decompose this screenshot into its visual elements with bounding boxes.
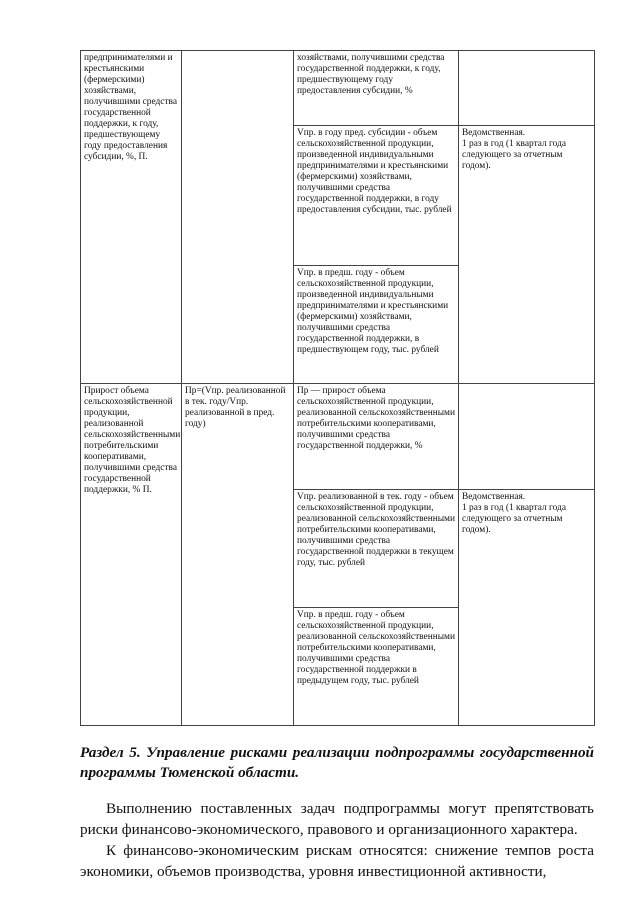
formula-cell	[182, 51, 294, 384]
source-cell	[459, 384, 595, 490]
variable-cell	[294, 384, 459, 490]
source-cell	[459, 126, 595, 384]
variable-cell	[294, 266, 459, 384]
variable-text: Vпр. в году пред. субсидии - объем сельскохозяйственной продукции, произведенной индивидуальными предпринимателями и крестьянскими (фермерскими) хозяйствами, получившими средства государственной поддержки, в году предоставления субсидии, тыс. рублей	[297, 128, 452, 215]
formula-text: Пр=(Vпр. реализованной в тек. году/Vпр. реализованной в пред. году)	[185, 386, 286, 429]
formula-cell	[182, 384, 294, 726]
table-row	[81, 384, 595, 490]
indicators-table	[80, 50, 595, 726]
section-heading	[80, 743, 594, 783]
paragraph	[80, 840, 594, 882]
variable-text: хозяйствами, получившими средства государственной поддержки, к году, предшествующему году предоставления субсидии, %	[297, 53, 445, 96]
source-cell	[459, 490, 595, 726]
variable-cell	[294, 608, 459, 726]
variable-text: Vпр. реализованной в тек. году - объем сельскохозяйственной продукции, реализованной сельскохозяйственными потребительскими кооперативами, получившими средства государственной поддержки в текущем году, тыс. рублей	[297, 492, 455, 568]
source-cell	[459, 51, 595, 126]
indicator-text: предпринимателями и крестьянскими (фермерскими) хозяйствами, получившими средства государственной поддержки, к году, предшествующему году предоставления субсидии, %, П.	[84, 53, 178, 162]
indicator-text: Прирост объема сельскохозяйственной продукции, реализованной сельскохозяйственными потребительскими кооперативами, получившими средства государственной поддержки, % П.	[84, 386, 181, 495]
section-heading-text: Раздел 5. Управление рисками реализации подпрограммы государственной программы Тюменской области.	[80, 744, 594, 781]
variable-text: Vпр. в предш. году - объем сельскохозяйственной продукции, реализованной сельскохозяйственными потребительскими кооперативами, получившими средства государственной поддержки в предыдущем году, тыс. рублей	[297, 610, 455, 686]
variable-cell	[294, 126, 459, 266]
variable-text: Пр — прирост объема сельскохозяйственной продукции, реализованной сельскохозяйственными потребительскими кооперативами, получившими средства государственной поддержки, %	[297, 386, 455, 451]
paragraph-text: Выполнению поставленных задач подпрограммы могут препятствовать риски финансово-экономического, правового и организационного характера.	[80, 800, 594, 838]
variable-text: Vпр. в предш. году - объем сельскохозяйственной продукции, произведенной индивидуальными предпринимателями и крестьянскими (фермерскими) хозяйствами, получившими средства государственной поддержки, в предшествующем году, тыс. рублей	[297, 268, 449, 355]
source-text: Ведомственная. 1 раз в год (1 квартал года следующего за отчетным годом).	[462, 492, 567, 535]
source-text: Ведомственная. 1 раз в год (1 квартал года следующего за отчетным годом).	[462, 128, 567, 171]
table-row	[81, 51, 595, 126]
indicator-cell	[81, 384, 182, 726]
paragraph	[80, 798, 594, 840]
variable-cell	[294, 51, 459, 126]
paragraph-text: К финансово-экономическим рискам относятся: снижение темпов роста экономики, объемов производства, уровня инвестиционной активности,	[80, 842, 594, 880]
variable-cell	[294, 490, 459, 608]
indicator-cell	[81, 51, 182, 384]
